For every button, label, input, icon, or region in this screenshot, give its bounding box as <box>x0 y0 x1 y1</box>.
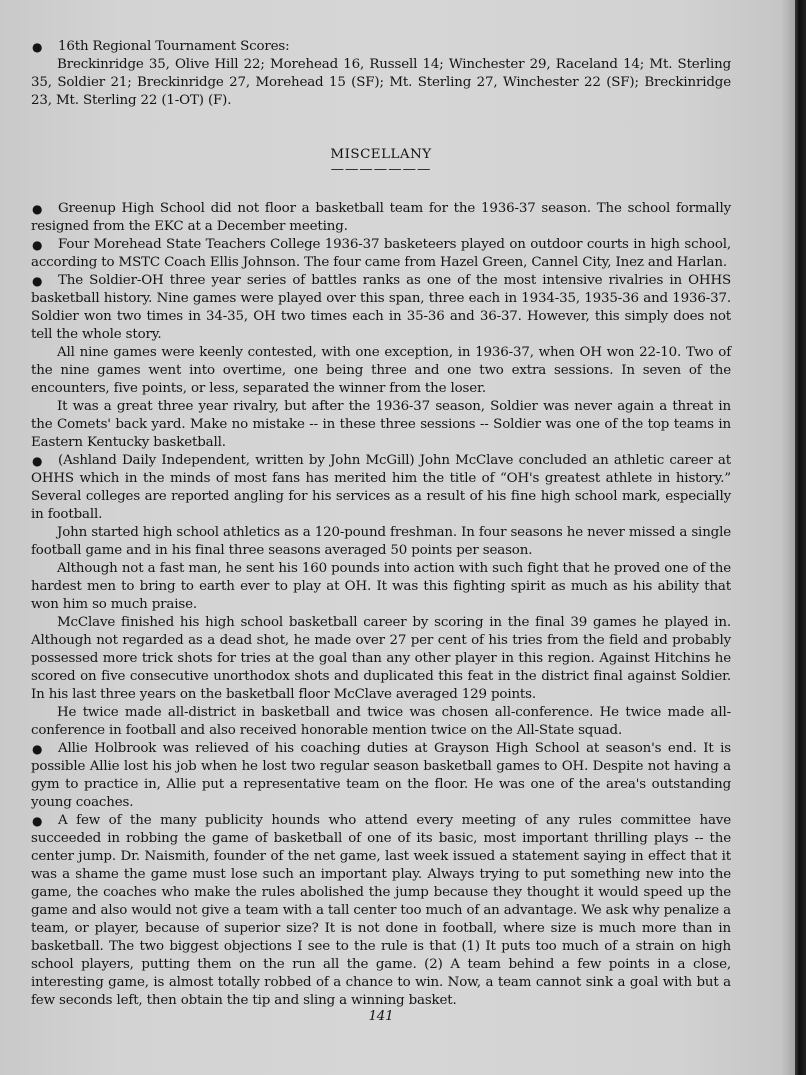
paragraph-not-fast-man: Although not a fast man, he sent his 160 pounds into action with such fight that he proved one of the hardest men to bring to earth ever to play at OH. It was this fighting spirit as much as his ability that won him so much praise. <box>31 561 731 612</box>
paragraph-john-started: John started high school athletics as a 120-pound freshman. In four seasons he never missed a single football game and in his final three seasons averaged 50 points per season. <box>31 525 731 558</box>
paragraph-text: A few of the many publicity hounds who attend every meeting of any rules committee have succeeded in robbing the game of basketball of one of its basic, most important thrilling plays -- the center jump. Dr. Naismith, founder of the net game, last week issued a statement saying in effect that it was a shame the game must lose such an important play. Always trying to put something new into the game, the coaches who make the rules abolished the jump because they thought it would speed up the game and also would not give a team with a tall center too much of an advantage. We ask why penalize a team, or player, because of superior size? It is not done in football, where size is much more than in basketball. The two biggest objections I see to the rule is that (1) It puts too much of a strain on high school players, putting them on the run all the game. (2) A team behind a few points in a close, interesting game, is almost totally robbed of a chance to win. Now, a team cannot sink a goal with but a few seconds left, then obtain the tip and sling a winning basket. <box>31 813 731 1008</box>
bullet-icon: ● <box>32 238 43 252</box>
paragraph-all-district: He twice made all-district in basketball and twice was chosen all-conference. He twice made all-conference in football and also received honorable mention twice on the All-State squad. <box>31 705 731 738</box>
paragraph-text: Four Morehead State Teachers College 1936-37 basketeers played on outdoor courts in high school, according to MSTC Coach Ellis Johnson. The four came from Hazel Green, Cannel City, Inez and Harlan. <box>31 237 731 270</box>
bullet-icon: ● <box>32 202 43 216</box>
page-number: 141 <box>368 1009 394 1024</box>
paragraph-allie-holbrook <box>31 740 731 812</box>
paragraph-morehead-basketeers <box>31 236 731 272</box>
paragraph-mcclave-career <box>31 452 731 524</box>
bullet-icon: ● <box>32 40 43 54</box>
paragraph-text: (Ashland Daily Independent, written by John McGill) John McClave concluded an athletic career at OHHS which in the minds of most fans has merited him the title of “OH's greatest athlete in history.” Several colleges are reported angling for his services as a result of his fine high school mark, especially in football. <box>31 453 731 522</box>
paragraph-text: Greenup High School did not floor a basketball team for the 1936-37 season. The school formally resigned from the EKC at a December meeting. <box>31 201 731 234</box>
paragraph-nine-games: All nine games were keenly contested, with one exception, in 1936-37, when OH won 22-10. Two of the nine games went into overtime, one being three and one two extra sessions. In seven of the encounters, five points, or less, separated the winner from the loser. <box>31 345 731 396</box>
page-content <box>31 38 731 1026</box>
paragraph-soldier-oh-rivalry <box>31 272 731 344</box>
bullet-icon: ● <box>32 814 43 828</box>
paragraph-great-rivalry: It was a great three year rivalry, but after the 1936-37 season, Soldier was never again a threat in the Comets' back yard. Make no mistake -- in these three sessions -- Soldier was one of the top teams in Eastern Kentucky basketball. <box>31 399 731 450</box>
paragraph-mcclave-basketball: McClave finished his high school basketball career by scoring in the final 39 games he played in. Although not regarded as a dead shot, he made over 27 per cent of his tries from the field and probably possessed more trick shots for tries at the goal than any other player in this region. Against Hitchins he scored on five consecutive unorthodox shots and duplicated this feat in the district final against Soldier. In his last three years on the basketball floor McClave averaged 129 points. <box>31 615 731 702</box>
bullet-icon: ● <box>32 454 43 468</box>
regional-scores-title: 16th Regional Tournament Scores: <box>58 39 290 54</box>
paragraph-greenup <box>31 200 731 236</box>
section-title: MISCELLANY <box>330 147 432 162</box>
regional-scores-body: Breckinridge 35, Olive Hill 22; Morehead 16, Russell 14; Winchester 29, Raceland 14; Mt. Sterling 35, Soldier 21; Breckinridge 27, Morehead 15 (SF); Mt. Sterling 27, Winchester 22 (SF); Breckinridge 23, Mt. Sterling 22 (1-OT) (F). <box>31 57 731 108</box>
paragraph-text: Allie Holbrook was relieved of his coaching duties at Grayson High School at season's end. It is possible Allie lost his job when he lost two regular season basketball games to OH. Despite not having a gym to practice in, Allie put a representative team on the floor. He was one of the area's outstanding young coaches. <box>31 741 731 810</box>
bullet-icon: ● <box>32 742 43 756</box>
paragraph-text: The Soldier-OH three year series of battles ranks as one of the most intensive rivalries in OHHS basketball history. Nine games were played over this span, three each in 1934-35, 1935-36 and 1936-37. Soldier won two times in 34-35, OH two times each in 35-36 and 36-37. However, this simply does not tell the whole story. <box>31 273 731 342</box>
bullet-icon: ● <box>32 274 43 288</box>
paragraph-center-jump <box>31 812 731 1010</box>
book-spine-shadow <box>795 0 806 1075</box>
regional-scores-heading <box>31 38 731 56</box>
section-divider: ——————— <box>330 162 432 177</box>
